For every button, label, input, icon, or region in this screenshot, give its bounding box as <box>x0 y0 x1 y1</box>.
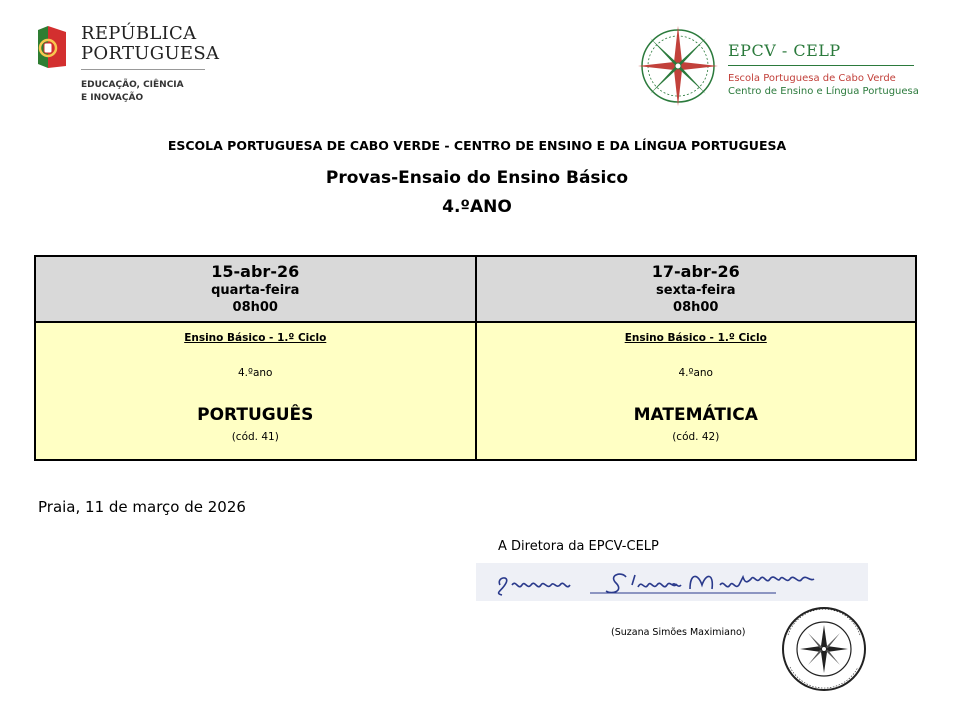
signer-role: A Diretora da EPCV-CELP <box>498 539 659 554</box>
exam-subject: PORTUGUÊS <box>197 405 314 425</box>
handwritten-signature <box>476 563 868 601</box>
signer-name: (Suzana Simões Maximiano) <box>611 627 746 638</box>
exam-level: Ensino Básico - 1.º Ciclo <box>184 332 327 344</box>
exam-code: (cód. 42) <box>672 431 720 443</box>
ministry-name: EDUCAÇÃO, CIÊNCIA E INOVAÇÃO <box>81 80 184 103</box>
exam-level: Ensino Básico - 1.º Ciclo <box>624 332 767 344</box>
exam-grade: 4.ºano <box>238 367 273 379</box>
page-title: Provas-Ensaio do Ensino Básico <box>325 168 629 188</box>
school-name: ESCOLA PORTUGUESA DE CABO VERDE - CENTRO DE ENSINO E DA LÍNGUA PORTUGUESA <box>167 138 787 153</box>
exam-weekday: quarta-feira <box>211 283 300 298</box>
exam-schedule-table <box>34 255 917 461</box>
school-stamp-icon <box>778 605 870 693</box>
exam-time: 08h00 <box>673 300 719 315</box>
exam-grade: 4.ºano <box>678 367 713 379</box>
signature-icon <box>476 563 868 601</box>
epcv-subtitle: Escola Portuguesa de Cabo Verde Centro de Ensino e Língua Portuguesa <box>728 73 919 97</box>
grade-title: 4.ºANO <box>442 197 512 217</box>
epcv-divider <box>728 65 914 66</box>
epcv-title: EPCV - CELP <box>728 41 841 60</box>
exam-code: (cód. 41) <box>231 431 279 443</box>
exam-date-header <box>36 257 475 323</box>
logo-divider <box>81 69 205 70</box>
portuguese-emblem-icon <box>34 24 70 72</box>
exam-details <box>477 323 916 459</box>
exam-date: 15-abr-26 <box>211 262 300 281</box>
exam-weekday: sexta-feira <box>656 283 736 298</box>
epcv-celp-logo <box>636 24 926 108</box>
republica-portuguesa-logo <box>34 24 234 114</box>
republica-name: REPÚBLICA PORTUGUESA <box>81 23 220 64</box>
exam-time: 08h00 <box>232 300 278 315</box>
exam-date-header <box>477 257 916 323</box>
exam-subject: MATEMÁTICA <box>633 405 758 425</box>
exam-column-portugues <box>36 257 475 459</box>
compass-rose-icon <box>636 24 720 108</box>
exam-date: 17-abr-26 <box>651 262 740 281</box>
place-date: Praia, 11 de março de 2026 <box>38 498 246 516</box>
exam-column-matematica <box>475 257 916 459</box>
exam-details <box>36 323 475 459</box>
